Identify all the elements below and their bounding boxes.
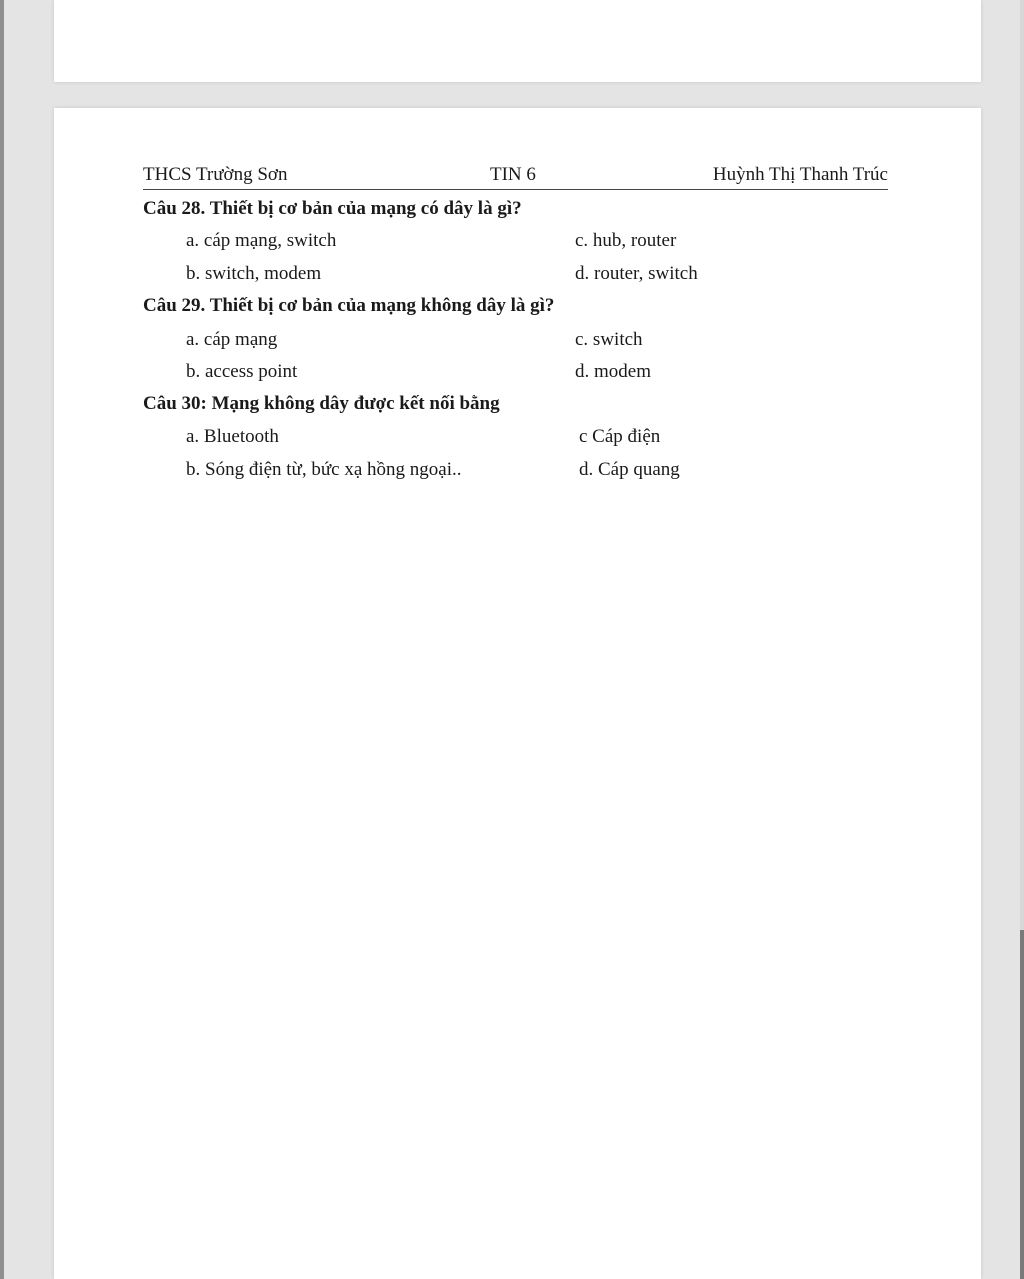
question-29-option-b: b. access point (186, 361, 298, 382)
question-28-option-d: d. router, switch (575, 263, 698, 284)
question-30-title: Câu 30: Mạng không dây được kết nối bằng (143, 393, 500, 414)
header-teacher: Huỳnh Thị Thanh Trúc (712, 164, 888, 185)
question-30-option-c: c Cáp điện (579, 426, 661, 447)
question-29-option-c: c. switch (575, 329, 643, 350)
question-30-option-d: d. Cáp quang (579, 459, 680, 480)
question-28-option-b: b. switch, modem (186, 263, 322, 284)
question-29-option-d: d. modem (575, 361, 651, 382)
question-30-option-b: b. Sóng điện từ, bức xạ hồng ngoại.. (186, 459, 462, 480)
page-header (143, 164, 888, 190)
header-subject: TIN 6 (490, 164, 536, 185)
question-28-option-c: c. hub, router (575, 230, 677, 251)
question-29-title: Câu 29. Thiết bị cơ bản của mạng không dây là gì? (143, 295, 555, 316)
question-30-option-a: a. Bluetooth (186, 426, 279, 447)
left-edge (0, 0, 4, 1279)
current-page (54, 108, 981, 1279)
header-school: THCS Trường Sơn (143, 164, 288, 185)
previous-page (54, 0, 981, 82)
scrollbar-thumb[interactable] (1020, 930, 1024, 1279)
question-28-option-a: a. cáp mạng, switch (186, 230, 337, 251)
question-28-title: Câu 28. Thiết bị cơ bản của mạng có dây là gì? (143, 198, 522, 219)
question-29-option-a: a. cáp mạng (186, 329, 278, 350)
